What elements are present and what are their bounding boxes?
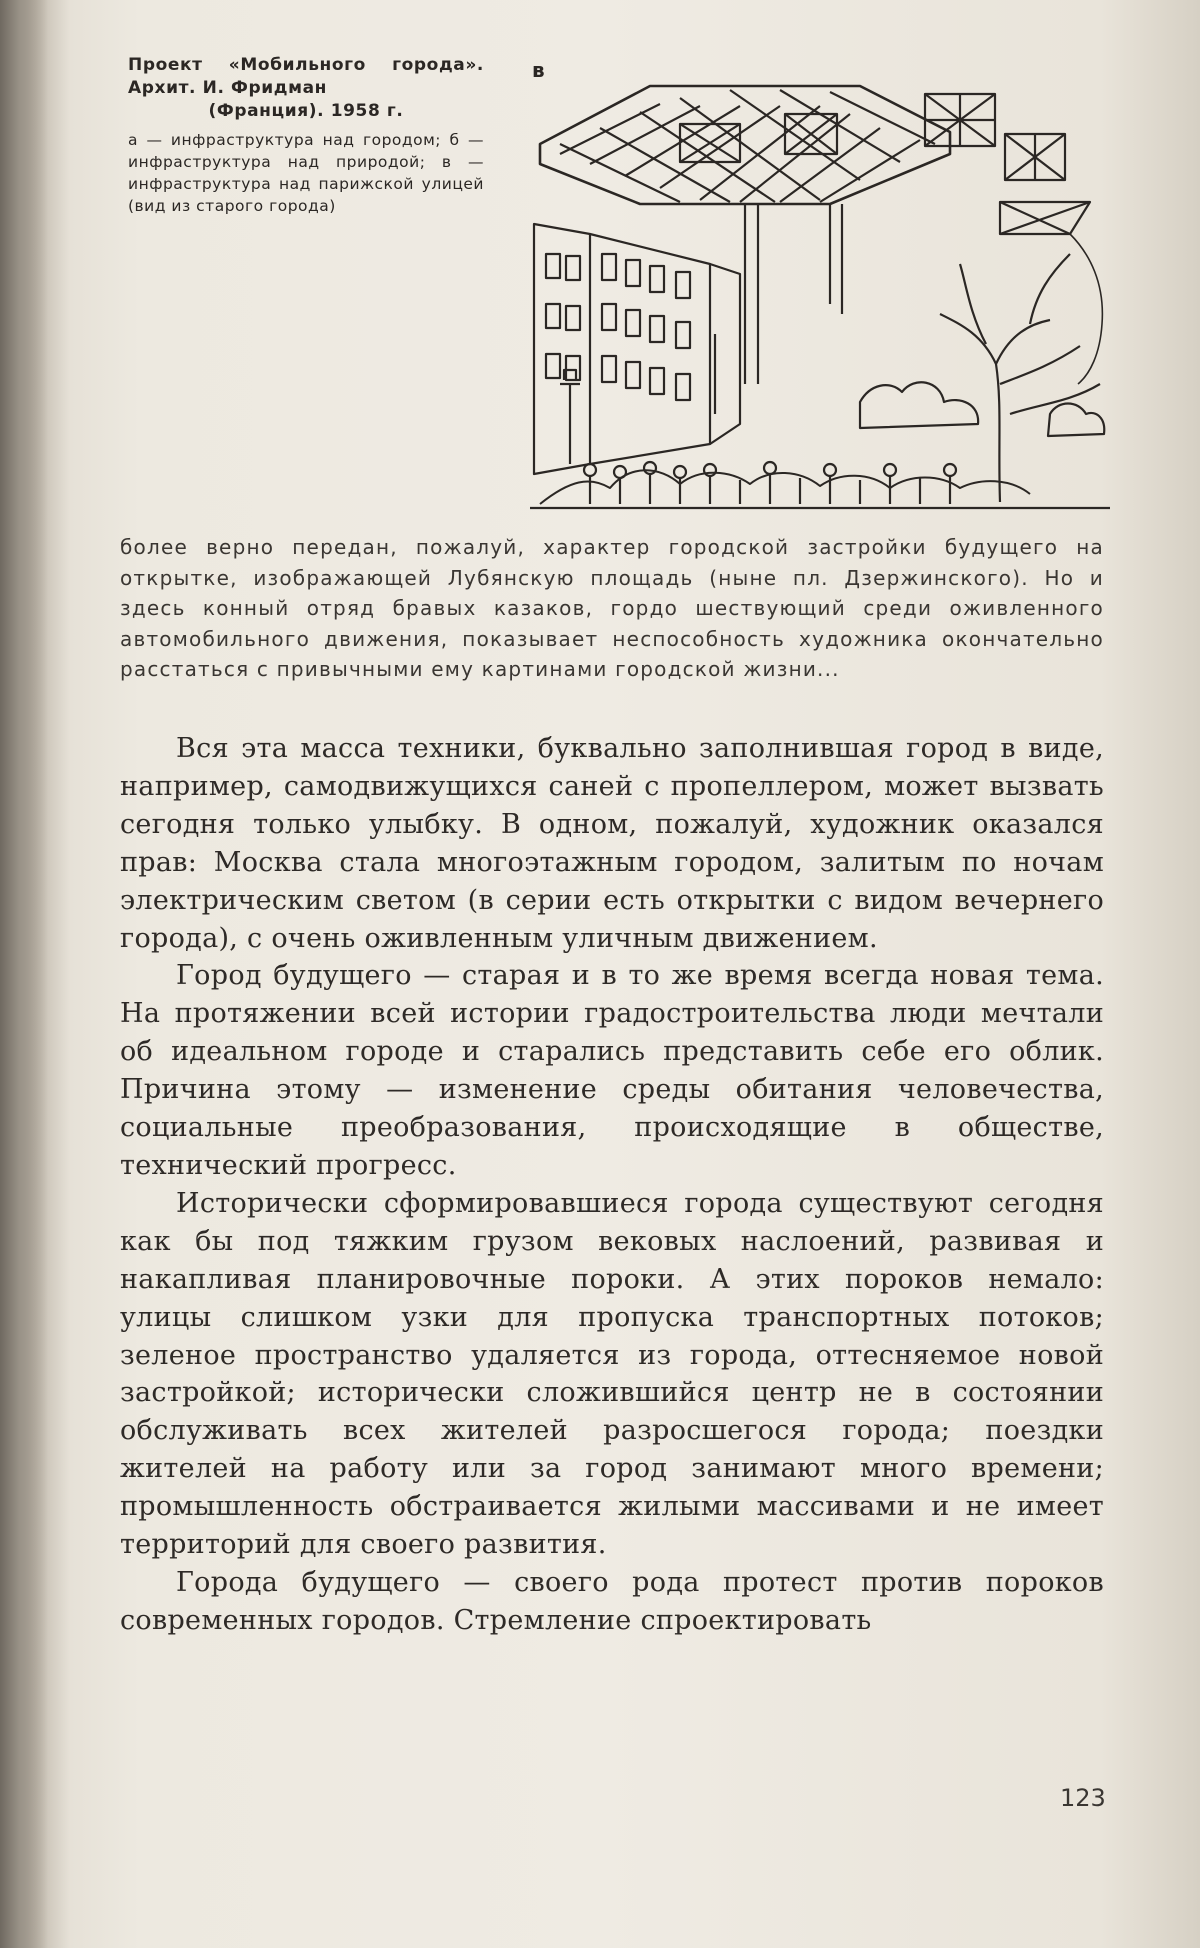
- figure-caption: [128, 54, 484, 217]
- figure-letter: в: [532, 58, 545, 82]
- main-text: [120, 730, 1104, 1640]
- caption-title-line2: (Франция). 1958 г.: [208, 101, 404, 121]
- book-spine-shadow: [0, 0, 48, 1948]
- caption-title-line1: Проект «Мобильного города». Архит. И. Фридман: [128, 55, 484, 98]
- paragraph-4: Города будущего — своего рода протест против пороков современных городов. Стремление спроектировать: [120, 1566, 1104, 1636]
- small-print-paragraph: более верно передан, пожалуй, характер городской застройки будущего на открытке, изображающей Лубянскую площадь (ныне пл. Дзержинского). Но и здесь конный отряд бравых казаков, гордо шествующий среди оживленного автомобильного движения, показывает неспособность художника окончательно расстаться с привычными ему картинами городской жизни...: [120, 535, 1104, 682]
- paragraph-1: Вся эта масса техники, буквально заполнившая город в виде, например, самодвижущихся саней с пропеллером, может вызвать сегодня только улыбку. В одном, пожалуй, художник оказался прав: Москва стала многоэтажным городом, залитым по ночам электрическим светом (в серии есть открытки с видом вечернего города), с очень оживленным уличным движением.: [120, 733, 1104, 954]
- paragraph-2: Город будущего — старая и в то же время всегда новая тема. На протяжении всей истории градостроительства люди мечтали об идеальном городе и старались представить себе его облик. Причина этому — изменение среды обитания человечества, социальные преобразования, происходящие в обществе, технический прогресс.: [120, 960, 1104, 1181]
- street-infrastructure-illustration: [530, 84, 1110, 512]
- paragraph-3: Исторически сформировавшиеся города существуют сегодня как бы под тяжким грузом вековых наслоений, развивая и накапливая планировочные пороки. А этих пороков немало: улицы слишком узки для пропуска транспортных потоков; зеленое пространство удаляется из города, оттесняемое новой застройкой; исторически сложившийся центр не в состоянии обслуживать всех жителей разросшегося города; поездки жителей на работу или за город занимают много времени; промышленность обстраивается жилыми массивами и не имеет территорий для своего развития.: [120, 1187, 1104, 1561]
- caption-body: а — инфраструктура над городом; б — инфраструктура над природой; в — инфраструктура над парижской улицей (вид из старого города): [128, 131, 484, 215]
- caption-title: [128, 54, 484, 123]
- page-number: 123: [1060, 1784, 1106, 1812]
